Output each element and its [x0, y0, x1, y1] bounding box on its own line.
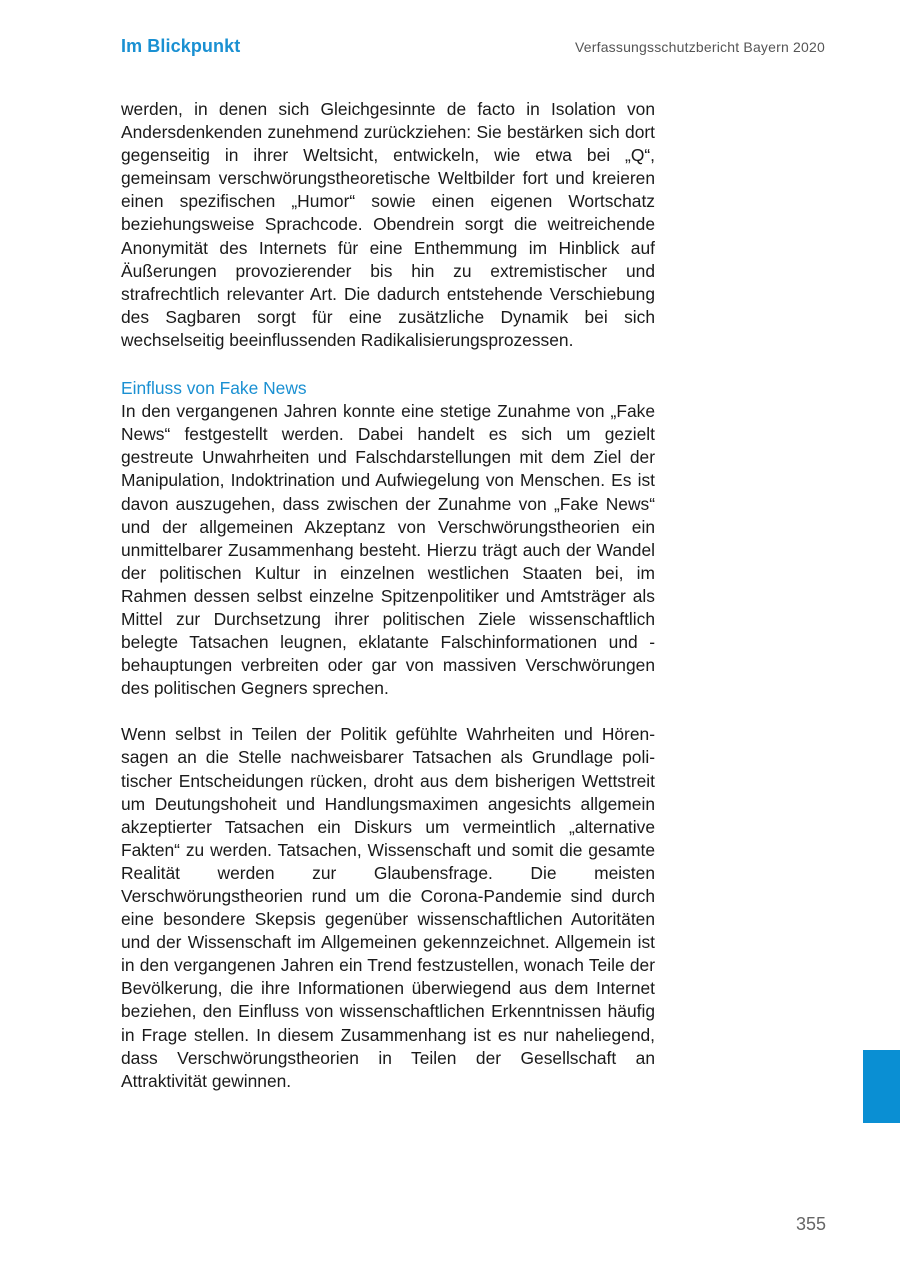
body-paragraph: werden, in denen sich Gleichgesinnte de facto in Isolation von Andersdenkenden zunehmend zurückziehen: Sie bestärken sich dort gegenseitig in ihrer Weltsicht, entwickeln, wie etwa bei „Q“, gemeinsam verschwörungstheoretische Weltbilder fort und kreieren einen spezifischen „Humor“ sowie einen eigenen Wortschatz beziehungsweise Sprachcode. Obendrein sorgt die weitreichende Anonymität des Internets für eine Enthemmung im Hinblick auf Äußerungen provozierender bis hin zu extremistischer und strafrechtlich relevanter Art. Die dadurch entstehende Verschiebung des Sagbaren sorgt für eine zusätzliche Dynamik bei sich wechselseitig beeinflussenden Radikalisierungsprozessen. — [121, 99, 655, 350]
page-body — [121, 98, 655, 1093]
page-number: 355 — [795, 1214, 826, 1234]
section-heading: Einfluss von Fake News — [121, 378, 307, 399]
chapter-marker-tab — [863, 1050, 900, 1123]
body-paragraph: In den vergangenen Jahren konnte eine stetige Zunahme von „Fake News“ festgestellt werden. Dabei handelt es sich um gezielt gestreute Unwahrheiten und Falschdarstellungen mit dem Ziel der Manipulation, Indoktrination und Aufwiegelung von Menschen. Es ist davon auszugehen, dass zwischen der Zunahme von „Fake News“ und der allgemeinen Akzeptanz von Verschwörungstheorien ein unmittelbarer Zusammenhang besteht. Hierzu trägt auch der Wandel der politischen Kultur in einzelnen westlichen Staaten bei, im Rahmen dessen selbst einzelne Spitzenpolitiker und Amtsträger als Mittel zur Durchsetzung ihrer politischen Ziele wissenschaftlich belegte Tatsachen leugnen, eklatante Falschinformationen und -behauptungen verbreiten oder gar von massiven Verschwörungen des politischen Gegners sprechen. — [121, 401, 655, 699]
publication-title: Verfassungsschutzbericht Bayern 2020 — [574, 39, 825, 55]
section-title: Im Blickpunkt — [121, 36, 241, 56]
body-paragraph: Wenn selbst in Teilen der Politik gefühlte Wahrheiten und Hörensagen an die Stelle nachweisbarer Tatsachen als Grundlage politischer Entscheidungen rücken, droht aus dem bisherigen Wettstreit um Deutungshoheit und Handlungsmaximen angesichts allgemein akzeptierter Tatsachen ein Diskurs um vermeintlich „alternative Fakten“ zu werden. Tatsachen, Wissenschaft und somit die gesamte Realität werden zur Glaubensfrage. Die meisten Verschwörungstheorien rund um die Corona-Pandemie sind durch eine besondere Skepsis gegenüber wissenschaftlichen Autoritäten und der Wissenschaft im Allgemeinen gekennzeichnet. Allgemein ist in den vergangenen Jahren ein Trend festzustellen, wonach Teile der Bevölkerung, die ihre Informationen überwiegend aus dem Internet beziehen, den Einfluss von wissenschaftlichen Erkenntnissen häufig in Frage stellen. In diesem Zusammenhang ist es nur naheliegend, dass Verschwörungstheorien in Teilen der Gesellschaft an Attraktivität gewinnen. — [121, 724, 655, 1091]
